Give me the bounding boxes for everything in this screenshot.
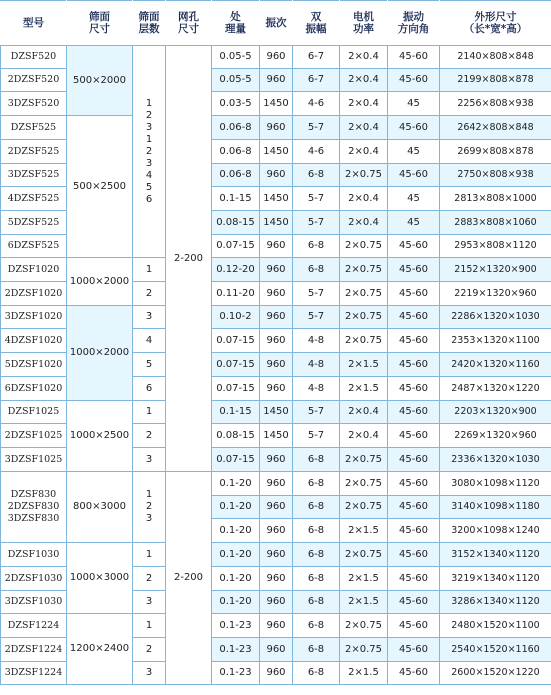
- angle-cell: 45-60: [388, 258, 440, 282]
- amplitude-cell: 5-7: [293, 211, 340, 235]
- layers-cell: 2: [133, 567, 166, 591]
- layers-cell: 3: [133, 448, 166, 472]
- frequency-cell: 960: [260, 591, 293, 614]
- header-frequency: 振次: [260, 1, 293, 46]
- model-cell: DZSF1020: [1, 258, 67, 282]
- layers-cell: 1: [133, 543, 166, 567]
- capacity-cell: 0.1-20: [212, 519, 260, 543]
- angle-cell: 45: [388, 187, 440, 211]
- angle-cell: 45-60: [388, 164, 440, 187]
- model-cell: 2DZSF520: [1, 69, 67, 92]
- capacity-cell: 0.1-20: [212, 591, 260, 614]
- table-row: [1, 258, 551, 282]
- amplitude-cell: 5-7: [293, 401, 340, 424]
- power-cell: 2×0.4: [340, 424, 388, 448]
- frequency-cell: 1450: [260, 92, 293, 116]
- amplitude-cell: 4-6: [293, 92, 340, 116]
- capacity-cell: 0.1-20: [212, 472, 260, 496]
- layers-cell: 2: [133, 638, 166, 662]
- angle-cell: 45: [388, 140, 440, 164]
- header-row: [1, 1, 551, 46]
- capacity-cell: 0.08-15: [212, 424, 260, 448]
- layers-cell: 5: [133, 353, 166, 377]
- header-screen-size: 筛面 尺寸: [67, 1, 133, 46]
- header-dimensions: 外形尺寸 （长*宽*高）: [440, 1, 551, 46]
- layers-cell: 1 2 3 1 2 3 4 5 6: [133, 46, 166, 258]
- amplitude-cell: 6-8: [293, 567, 340, 591]
- amplitude-cell: 6-8: [293, 258, 340, 282]
- model-cell: 4DZSF525: [1, 187, 67, 211]
- frequency-cell: 1450: [260, 424, 293, 448]
- power-cell: 2×0.75: [340, 543, 388, 567]
- dimensions-cell: 2199×808×878: [440, 69, 551, 92]
- frequency-cell: 960: [260, 164, 293, 187]
- model-cell: DZSF830 2DZSF830 3DZSF830: [1, 472, 67, 543]
- header-mesh: 网孔 尺寸: [166, 1, 212, 46]
- model-cell: DZSF525: [1, 116, 67, 140]
- frequency-cell: 960: [260, 258, 293, 282]
- model-cell: DZSF520: [1, 46, 67, 69]
- angle-cell: 45: [388, 92, 440, 116]
- screen-size-cell: 800×3000: [67, 472, 133, 543]
- frequency-cell: 960: [260, 377, 293, 401]
- power-cell: 2×0.75: [340, 638, 388, 662]
- angle-cell: 45-60: [388, 116, 440, 140]
- power-cell: 2×0.75: [340, 235, 388, 258]
- dimensions-cell: 2140×808×848: [440, 46, 551, 69]
- table-row: [1, 614, 551, 638]
- angle-cell: 45-60: [388, 306, 440, 329]
- header-layers: 筛面 层数: [133, 1, 166, 46]
- power-cell: 2×0.75: [340, 306, 388, 329]
- dimensions-cell: 2699×808×878: [440, 140, 551, 164]
- capacity-cell: 0.1-15: [212, 187, 260, 211]
- power-cell: 2×0.4: [340, 140, 388, 164]
- model-cell: 2DZSF1025: [1, 424, 67, 448]
- capacity-cell: 0.10-2: [212, 306, 260, 329]
- angle-cell: 45-60: [388, 424, 440, 448]
- capacity-cell: 0.1-20: [212, 496, 260, 519]
- model-cell: 3DZSF1020: [1, 306, 67, 329]
- amplitude-cell: 5-7: [293, 306, 340, 329]
- model-cell: 3DZSF1030: [1, 591, 67, 614]
- frequency-cell: 960: [260, 567, 293, 591]
- screen-size-cell: 1200×2400: [67, 614, 133, 685]
- power-cell: 2×1.5: [340, 567, 388, 591]
- layers-cell: 4: [133, 329, 166, 353]
- power-cell: 2×0.4: [340, 69, 388, 92]
- frequency-cell: 960: [260, 472, 293, 496]
- screen-size-cell: 500×2000: [67, 46, 133, 116]
- power-cell: 2×0.75: [340, 614, 388, 638]
- power-cell: 2×0.4: [340, 92, 388, 116]
- table-row: [1, 46, 551, 69]
- frequency-cell: 960: [260, 496, 293, 519]
- power-cell: 2×0.75: [340, 282, 388, 306]
- capacity-cell: 0.03-5: [212, 92, 260, 116]
- dimensions-cell: 2269×1320×960: [440, 424, 551, 448]
- header-capacity: 处 理量: [212, 1, 260, 46]
- frequency-cell: 960: [260, 282, 293, 306]
- dimensions-cell: 2750×808×938: [440, 164, 551, 187]
- table-row: [1, 543, 551, 567]
- power-cell: 2×1.5: [340, 377, 388, 401]
- amplitude-cell: 5-7: [293, 116, 340, 140]
- dimensions-cell: 3140×1098×1180: [440, 496, 551, 519]
- dimensions-cell: 2353×1320×1100: [440, 329, 551, 353]
- angle-cell: 45-60: [388, 448, 440, 472]
- layers-cell: 3: [133, 306, 166, 329]
- capacity-cell: 0.1-23: [212, 662, 260, 685]
- dimensions-cell: 2883×808×1060: [440, 211, 551, 235]
- table-row: [1, 306, 551, 329]
- model-cell: 3DZSF520: [1, 92, 67, 116]
- amplitude-cell: 6-8: [293, 496, 340, 519]
- power-cell: 2×0.4: [340, 211, 388, 235]
- frequency-cell: 960: [260, 116, 293, 140]
- dimensions-cell: 2219×1320×960: [440, 282, 551, 306]
- power-cell: 2×1.5: [340, 519, 388, 543]
- angle-cell: 45-60: [388, 543, 440, 567]
- amplitude-cell: 6-8: [293, 638, 340, 662]
- layers-cell: 6: [133, 377, 166, 401]
- amplitude-cell: 6-8: [293, 591, 340, 614]
- amplitude-cell: 6-8: [293, 543, 340, 567]
- model-cell: 5DZSF525: [1, 211, 67, 235]
- power-cell: 2×1.5: [340, 591, 388, 614]
- model-cell: DZSF1224: [1, 614, 67, 638]
- amplitude-cell: 6-8: [293, 235, 340, 258]
- amplitude-cell: 4-8: [293, 377, 340, 401]
- capacity-cell: 0.07-15: [212, 235, 260, 258]
- angle-cell: 45-60: [388, 69, 440, 92]
- dimensions-cell: 3200×1098×1240: [440, 519, 551, 543]
- mesh-cell: 2-200: [166, 46, 212, 472]
- screen-size-cell: 1000×2000: [67, 258, 133, 306]
- frequency-cell: 960: [260, 329, 293, 353]
- capacity-cell: 0.07-15: [212, 353, 260, 377]
- dimensions-cell: 2420×1320×1160: [440, 353, 551, 377]
- dimensions-cell: 3080×1098×1120: [440, 472, 551, 496]
- screen-size-cell: 1000×2000: [67, 306, 133, 401]
- dimensions-cell: 2480×1520×1100: [440, 614, 551, 638]
- angle-cell: 45-60: [388, 282, 440, 306]
- dimensions-cell: 2487×1320×1220: [440, 377, 551, 401]
- model-cell: 3DZSF1224: [1, 662, 67, 685]
- frequency-cell: 960: [260, 543, 293, 567]
- angle-cell: 45-60: [388, 353, 440, 377]
- angle-cell: 45-60: [388, 496, 440, 519]
- layers-cell: 1: [133, 614, 166, 638]
- amplitude-cell: 5-7: [293, 187, 340, 211]
- frequency-cell: 1450: [260, 187, 293, 211]
- power-cell: 2×0.75: [340, 496, 388, 519]
- angle-cell: 45-60: [388, 519, 440, 543]
- layers-cell: 1: [133, 401, 166, 424]
- capacity-cell: 0.07-15: [212, 377, 260, 401]
- frequency-cell: 1450: [260, 211, 293, 235]
- angle-cell: 45-60: [388, 235, 440, 258]
- angle-cell: 45-60: [388, 46, 440, 69]
- mesh-cell: 2-200: [166, 472, 212, 685]
- angle-cell: 45-60: [388, 377, 440, 401]
- frequency-cell: 960: [260, 662, 293, 685]
- dimensions-cell: 2286×1320×1030: [440, 306, 551, 329]
- power-cell: 2×0.75: [340, 448, 388, 472]
- amplitude-cell: 6-8: [293, 614, 340, 638]
- model-cell: 5DZSF1020: [1, 353, 67, 377]
- screen-size-cell: 500×2500: [67, 116, 133, 258]
- header-model: 型号: [1, 1, 67, 46]
- header-angle: 振动 方向角: [388, 1, 440, 46]
- header-power: 电机 功率: [340, 1, 388, 46]
- power-cell: 2×0.75: [340, 164, 388, 187]
- dimensions-cell: 2203×1320×900: [440, 401, 551, 424]
- frequency-cell: 960: [260, 306, 293, 329]
- angle-cell: 45-60: [388, 567, 440, 591]
- table-row: [1, 401, 551, 424]
- angle-cell: 45-60: [388, 401, 440, 424]
- angle-cell: 45-60: [388, 591, 440, 614]
- dimensions-cell: 3152×1340×1120: [440, 543, 551, 567]
- capacity-cell: 0.1-23: [212, 638, 260, 662]
- power-cell: 2×0.4: [340, 401, 388, 424]
- power-cell: 2×0.75: [340, 258, 388, 282]
- capacity-cell: 0.12-20: [212, 258, 260, 282]
- amplitude-cell: 6-8: [293, 164, 340, 187]
- dimensions-cell: 2642×808×848: [440, 116, 551, 140]
- power-cell: 2×0.75: [340, 472, 388, 496]
- model-cell: 3DZSF525: [1, 164, 67, 187]
- amplitude-cell: 6-7: [293, 69, 340, 92]
- layers-cell: 2: [133, 282, 166, 306]
- angle-cell: 45-60: [388, 329, 440, 353]
- capacity-cell: 0.11-20: [212, 282, 260, 306]
- capacity-cell: 0.07-15: [212, 448, 260, 472]
- frequency-cell: 960: [260, 235, 293, 258]
- dimensions-cell: 3286×1340×1120: [440, 591, 551, 614]
- frequency-cell: 960: [260, 46, 293, 69]
- capacity-cell: 0.06-8: [212, 164, 260, 187]
- angle-cell: 45-60: [388, 614, 440, 638]
- power-cell: 2×0.75: [340, 329, 388, 353]
- capacity-cell: 0.06-8: [212, 116, 260, 140]
- model-cell: 2DZSF1030: [1, 567, 67, 591]
- capacity-cell: 0.1-15: [212, 401, 260, 424]
- dimensions-cell: 3219×1340×1120: [440, 567, 551, 591]
- capacity-cell: 0.05-5: [212, 46, 260, 69]
- amplitude-cell: 6-8: [293, 448, 340, 472]
- amplitude-cell: 4-8: [293, 353, 340, 377]
- amplitude-cell: 4-6: [293, 140, 340, 164]
- frequency-cell: 960: [260, 69, 293, 92]
- model-cell: DZSF1025: [1, 401, 67, 424]
- amplitude-cell: 6-8: [293, 662, 340, 685]
- table-row: [1, 116, 551, 140]
- model-cell: 6DZSF525: [1, 235, 67, 258]
- amplitude-cell: 5-7: [293, 424, 340, 448]
- dimensions-cell: 2336×1320×1030: [440, 448, 551, 472]
- frequency-cell: 960: [260, 448, 293, 472]
- power-cell: 2×1.5: [340, 662, 388, 685]
- power-cell: 2×0.4: [340, 46, 388, 69]
- model-cell: 2DZSF1020: [1, 282, 67, 306]
- model-cell: 3DZSF1025: [1, 448, 67, 472]
- header-amplitude: 双 振幅: [293, 1, 340, 46]
- capacity-cell: 0.05-5: [212, 69, 260, 92]
- model-cell: 6DZSF1020: [1, 377, 67, 401]
- layers-cell: 1 2 3: [133, 472, 166, 543]
- amplitude-cell: 6-8: [293, 472, 340, 496]
- power-cell: 2×0.4: [340, 116, 388, 140]
- frequency-cell: 960: [260, 614, 293, 638]
- capacity-cell: 0.07-15: [212, 329, 260, 353]
- amplitude-cell: 4-8: [293, 329, 340, 353]
- dimensions-cell: 2152×1320×900: [440, 258, 551, 282]
- capacity-cell: 0.1-23: [212, 614, 260, 638]
- model-cell: 2DZSF525: [1, 140, 67, 164]
- layers-cell: 1: [133, 258, 166, 282]
- dimensions-cell: 2540×1520×1160: [440, 638, 551, 662]
- layers-cell: 3: [133, 591, 166, 614]
- dimensions-cell: 2600×1520×1220: [440, 662, 551, 685]
- model-cell: 2DZSF1224: [1, 638, 67, 662]
- frequency-cell: 960: [260, 353, 293, 377]
- capacity-cell: 0.1-20: [212, 567, 260, 591]
- amplitude-cell: 6-7: [293, 46, 340, 69]
- layers-cell: 3: [133, 662, 166, 685]
- amplitude-cell: 5-7: [293, 282, 340, 306]
- angle-cell: 45: [388, 211, 440, 235]
- screen-size-cell: 1000×2500: [67, 401, 133, 472]
- screen-size-cell: 1000×3000: [67, 543, 133, 614]
- angle-cell: 45-60: [388, 472, 440, 496]
- power-cell: 2×0.4: [340, 187, 388, 211]
- angle-cell: 45-60: [388, 638, 440, 662]
- dimensions-cell: 2953×808×1120: [440, 235, 551, 258]
- capacity-cell: 0.08-15: [212, 211, 260, 235]
- model-cell: 4DZSF1020: [1, 329, 67, 353]
- frequency-cell: 1450: [260, 140, 293, 164]
- frequency-cell: 960: [260, 638, 293, 662]
- dimensions-cell: 2813×808×1000: [440, 187, 551, 211]
- angle-cell: 45-60: [388, 662, 440, 685]
- layers-cell: 2: [133, 424, 166, 448]
- frequency-cell: 1450: [260, 401, 293, 424]
- power-cell: 2×1.5: [340, 353, 388, 377]
- amplitude-cell: 6-8: [293, 519, 340, 543]
- capacity-cell: 0.1-20: [212, 543, 260, 567]
- model-cell: DZSF1030: [1, 543, 67, 567]
- capacity-cell: 0.06-8: [212, 140, 260, 164]
- frequency-cell: 960: [260, 519, 293, 543]
- table-row: [1, 472, 551, 496]
- dimensions-cell: 2256×808×938: [440, 92, 551, 116]
